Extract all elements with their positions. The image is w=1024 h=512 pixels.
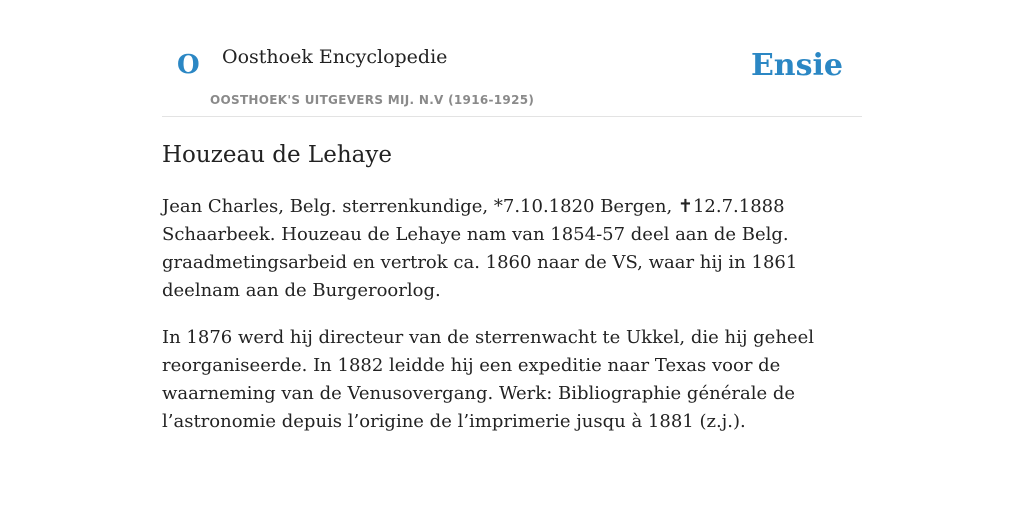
article-body [162, 193, 862, 436]
article [162, 140, 862, 436]
site-header [162, 0, 862, 117]
article-title: Houzeau de Lehaye [162, 142, 392, 168]
site-title-link[interactable]: Oosthoek Encyclopedie [222, 46, 448, 68]
publisher-label: OOSTHOEK'S UITGEVERS MIJ. N.V (1916-1925) [210, 93, 535, 107]
article-paragraph: In 1876 werd hij directeur van de sterrenwacht te Ukkel, die hij geheel reorganiseerde. In 1882 leidde hij een expeditie naar Texas voor de waarneming van de Venusovergang. Werk: Bibliographie générale de l’astronomie depuis l’origine de l’imprimerie jusqu à 1881 (z.j.). [162, 327, 814, 432]
article-paragraph: Jean Charles, Belg. sterrenkundige, *7.10.1820 Bergen, ✝12.7.1888 Schaarbeek. Houzeau de Lehaye nam van 1854-57 deel aan de Belg. graadmetingsarbeid en vertrok ca. 1860 naar de VS, waar hij in 1861 deelnam aan de Burgeroorlog. [162, 196, 798, 301]
brand-logo-link[interactable]: Ensie [750, 48, 843, 83]
logo-icon[interactable]: O [177, 50, 200, 80]
